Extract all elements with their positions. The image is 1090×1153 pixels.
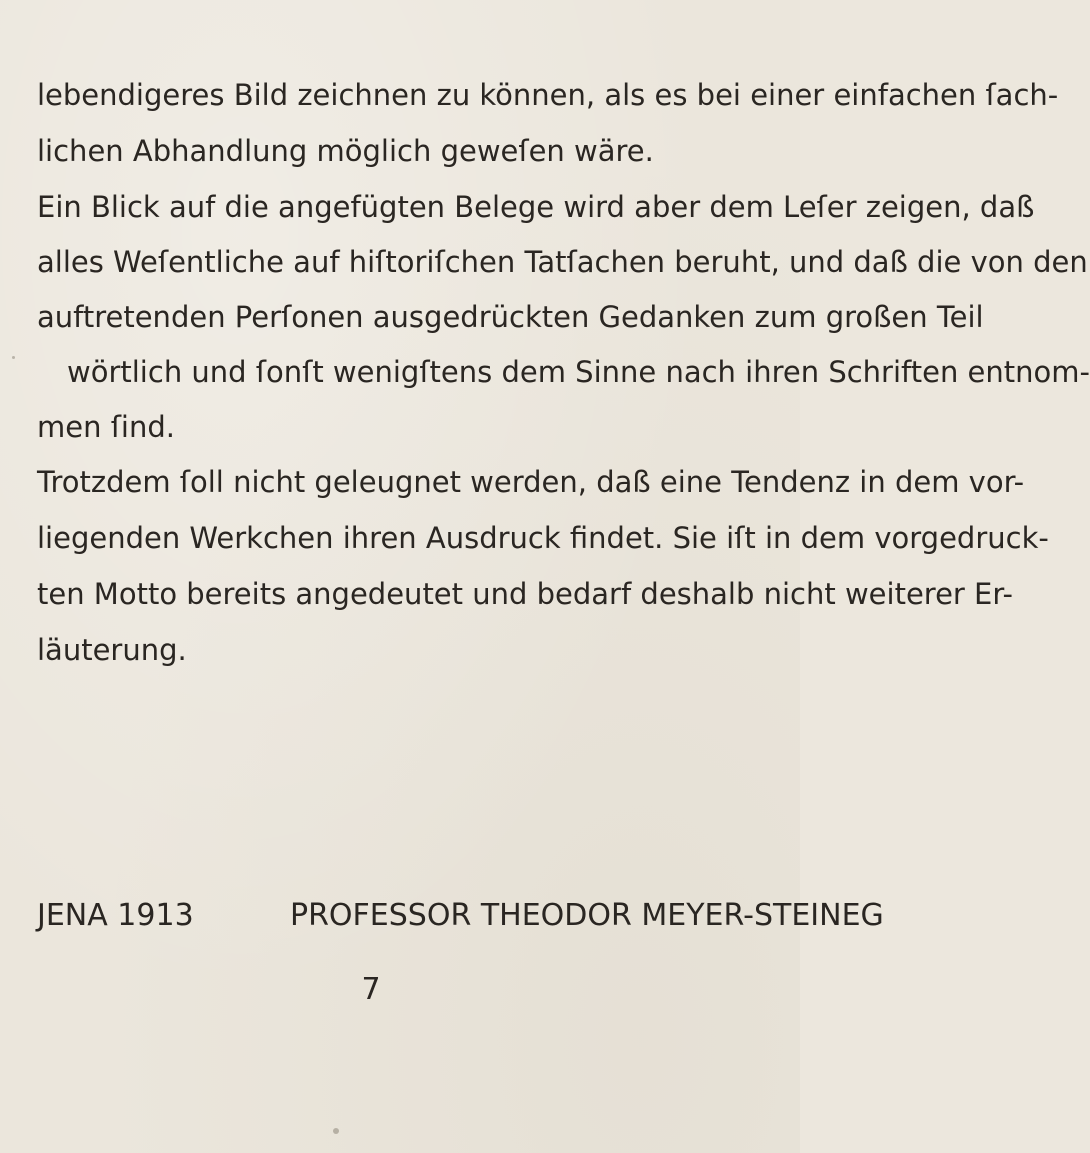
body-line-3: Ein Blick auf die angefügten Belege wird aber dem Leſer zeigen, daß (37, 190, 1035, 224)
body-line-11: läuterung. (37, 633, 187, 667)
body-line-7: men ſind. (37, 410, 175, 444)
page-number: 7 (361, 972, 381, 1007)
body-line-1: lebendigeres Bild zeichnen zu können, als es bei einer einfachen ſach- (37, 78, 1059, 112)
body-line-6: wörtlich und ſonſt wenigſtens dem Sinne nach ihren Schriften entnom- (67, 355, 1090, 389)
paper-speck (333, 1128, 339, 1134)
body-line-8: Trotzdem ſoll nicht geleugnet werden, daß eine Tendenz in dem vor- (37, 465, 1025, 499)
body-line-10: ten Motto bereits angedeutet und bedarf deshalb nicht weiterer Er- (37, 577, 1013, 611)
imprint-author: PROFESSOR THEODOR MEYER-STEINEG (290, 898, 884, 933)
body-line-5: auftretenden Perſonen ausgedrückten Gedanken zum großen Teil (37, 300, 984, 334)
body-line-4: alles Weſentliche auf hiſtoriſchen Tatſachen beruht, und daß die von den (37, 245, 1088, 279)
paper-speck (12, 356, 15, 359)
body-line-9: liegenden Werkchen ihren Ausdruck findet. Sie iſt in dem vorgedruck- (37, 521, 1049, 555)
body-line-2: lichen Abhandlung möglich geweſen wäre. (37, 134, 654, 168)
imprint-place-year: JENA 1913 (37, 898, 194, 933)
